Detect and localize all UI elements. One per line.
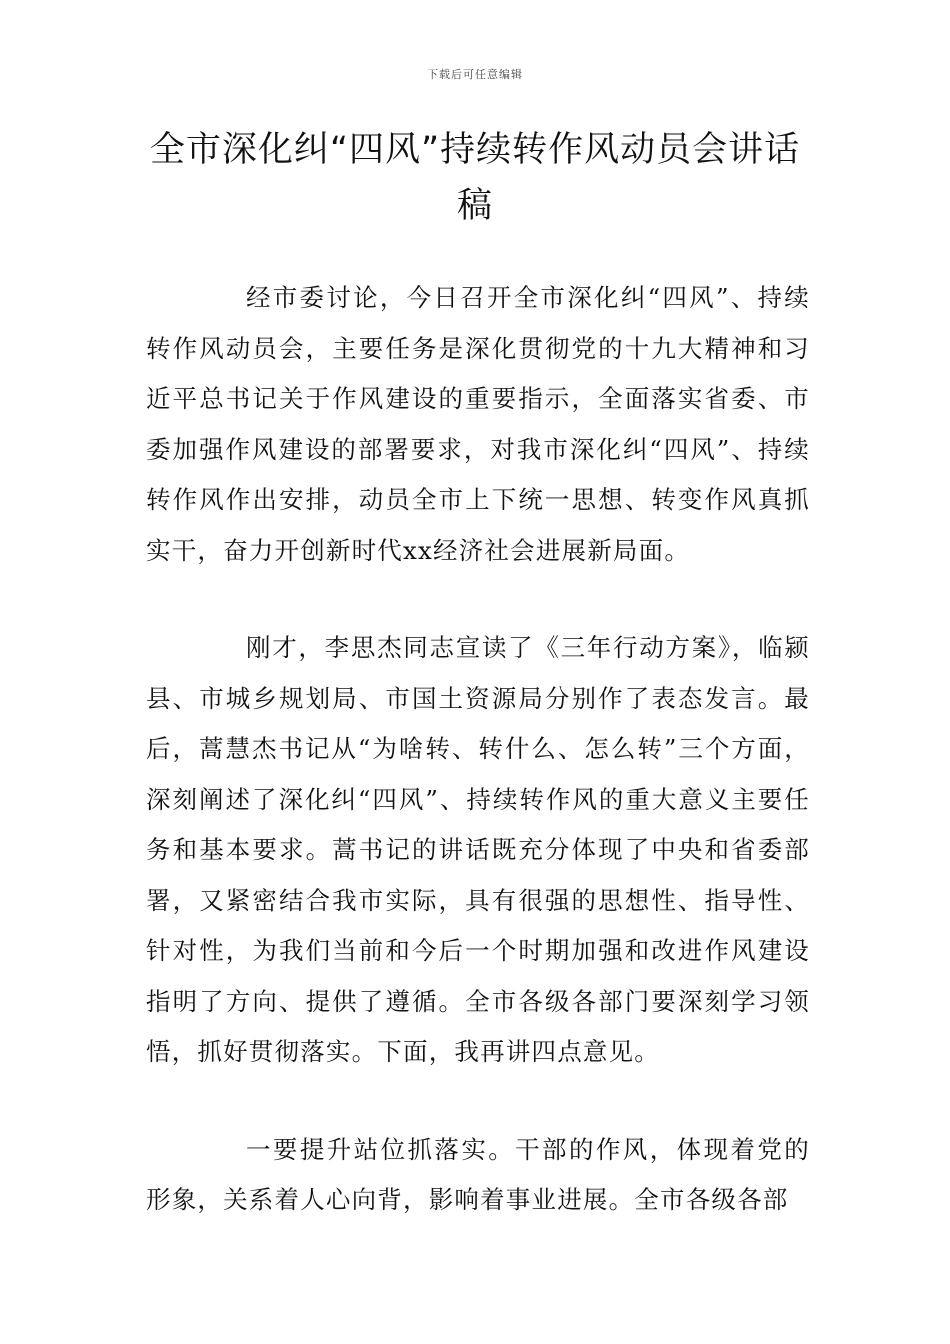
paragraph-3: 一要提升站位抓落实。干部的作风，体现着党的形象，关系着人心向背，影响着事业进展。全市各级各部 bbox=[146, 1134, 810, 1214]
header-note: 下载后可任意编辑 bbox=[427, 68, 523, 81]
document-title: 全市深化纠“四风”持续转作风动员会讲话稿 bbox=[149, 130, 801, 226]
paragraph-2: 刚才，李思杰同志宣读了《三年行动方案》，临颍县、市城乡规划局、市国土资源局分别作了表态发言。最后，蒿慧杰书记从“为啥转、转什么、怎么转”三个方面，深刻阐述了深化纠“四风”、持续转作风的重大意义主要任务和基本要求。蒿书记的讲话既充分体现了中央和省委部署，又紧密结合我市实际，具有很强的思想性、指导性、针对性，为我们当前和今后一个时期加强和改进作风建设指明了方向、提供了遵循。全市各级各部门要深刻学习领悟，抓好贯彻落实。下面，我再讲四点意见。 bbox=[146, 633, 810, 1066]
document-body bbox=[146, 273, 810, 1273]
paragraph-1: 经市委讨论，今日召开全市深化纠“四风”、持续转作风动员会，主要任务是深化贯彻党的十九大精神和习近平总书记关于作风建设的重要指示，全面落实省委、市委加强作风建设的部署要求，对我市深化纠“四风”、持续转作风作出安排，动员全市上下统一思想、转变作风真抓实干，奋力开创新时代xx经济社会进展新局面。 bbox=[146, 283, 810, 565]
